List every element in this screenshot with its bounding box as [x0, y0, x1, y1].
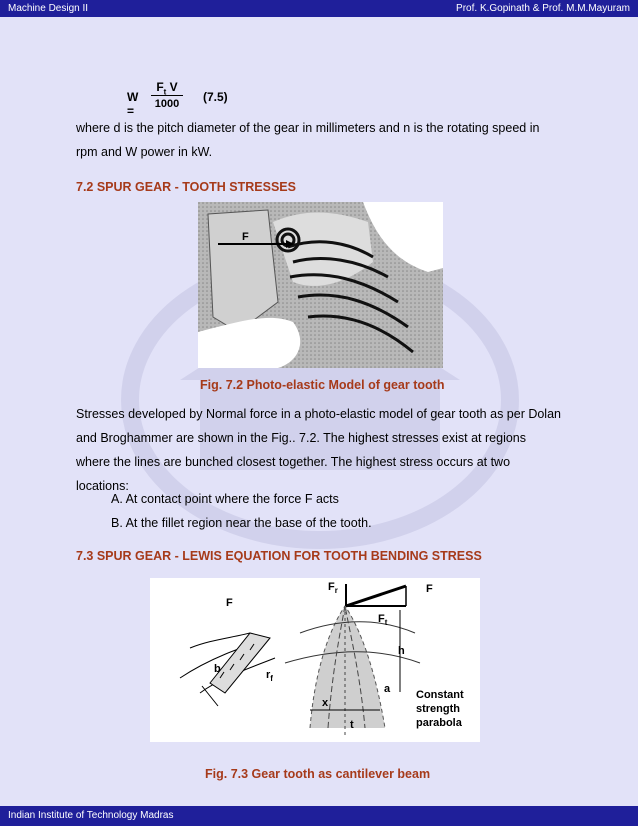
page-header [0, 0, 638, 17]
figure-load-label: F [226, 597, 233, 609]
figure-resultant-force-label: F [426, 583, 433, 595]
figure-tangential-force-label: $F_t$ [378, 613, 388, 627]
equation-number: (7.5) [203, 90, 228, 104]
list-item-a: A. At contact point where the force F acts [111, 492, 339, 506]
paragraph-stresses: Stresses developed by Normal force in a photo-elastic model of gear tooth as per Dolan and Broghammer are shown in the Fig.. 7.2. The highest stresses exist at regions where the lines are bunched closest together. The highest stress occurs at two locations: [76, 407, 561, 493]
figure-x-label: x [322, 697, 329, 709]
section-heading-7-3: 7.3 SPUR GEAR - LEWIS EQUATION FOR TOOTH BENDING STRESS [76, 549, 482, 563]
figure-height-label: h [398, 645, 405, 657]
figure-force-label: F [242, 231, 249, 243]
list-item-b: B. At the fillet region near the base of the tooth. [111, 516, 372, 530]
figure-width-label: b [214, 663, 221, 675]
figure-constant-label: Constant [416, 689, 464, 701]
equation-denominator: 1000 [154, 98, 180, 110]
figure-fillet-radius-label: $r_f$ [266, 669, 273, 683]
course-title: Machine Design II [8, 3, 89, 14]
figure-strength-label: strength [416, 703, 460, 715]
institution: Indian Institute of Technology Madras [8, 810, 174, 821]
figure-radial-force-label: $F_r$ [328, 581, 338, 595]
page-footer [0, 806, 638, 826]
figure-a-label: a [384, 683, 391, 695]
figure-photoelastic-gear [198, 202, 443, 368]
equation-fraction [151, 80, 183, 110]
figure-t-label: t [350, 719, 354, 731]
figure-cantilever-gear [150, 578, 480, 742]
figure-7-2-caption: Fig. 7.2 Photo-elastic Model of gear tooth [200, 378, 445, 392]
figure-7-3-caption: Fig. 7.3 Gear tooth as cantilever beam [205, 767, 431, 781]
section-heading-7-2: 7.2 SPUR GEAR - TOOTH STRESSES [76, 180, 296, 194]
equation-lhs: W = [127, 90, 139, 118]
equation-numerator: $F_t$ V [156, 80, 178, 97]
paragraph-definitions: where d is the pitch diameter of the gear in millimeters and n is the rotating speed in rpm and W power in kW. [76, 121, 540, 159]
figure-parabola-label: parabola [416, 717, 462, 729]
authors: Prof. K.Gopinath & Prof. M.M.Mayuram [456, 3, 630, 14]
